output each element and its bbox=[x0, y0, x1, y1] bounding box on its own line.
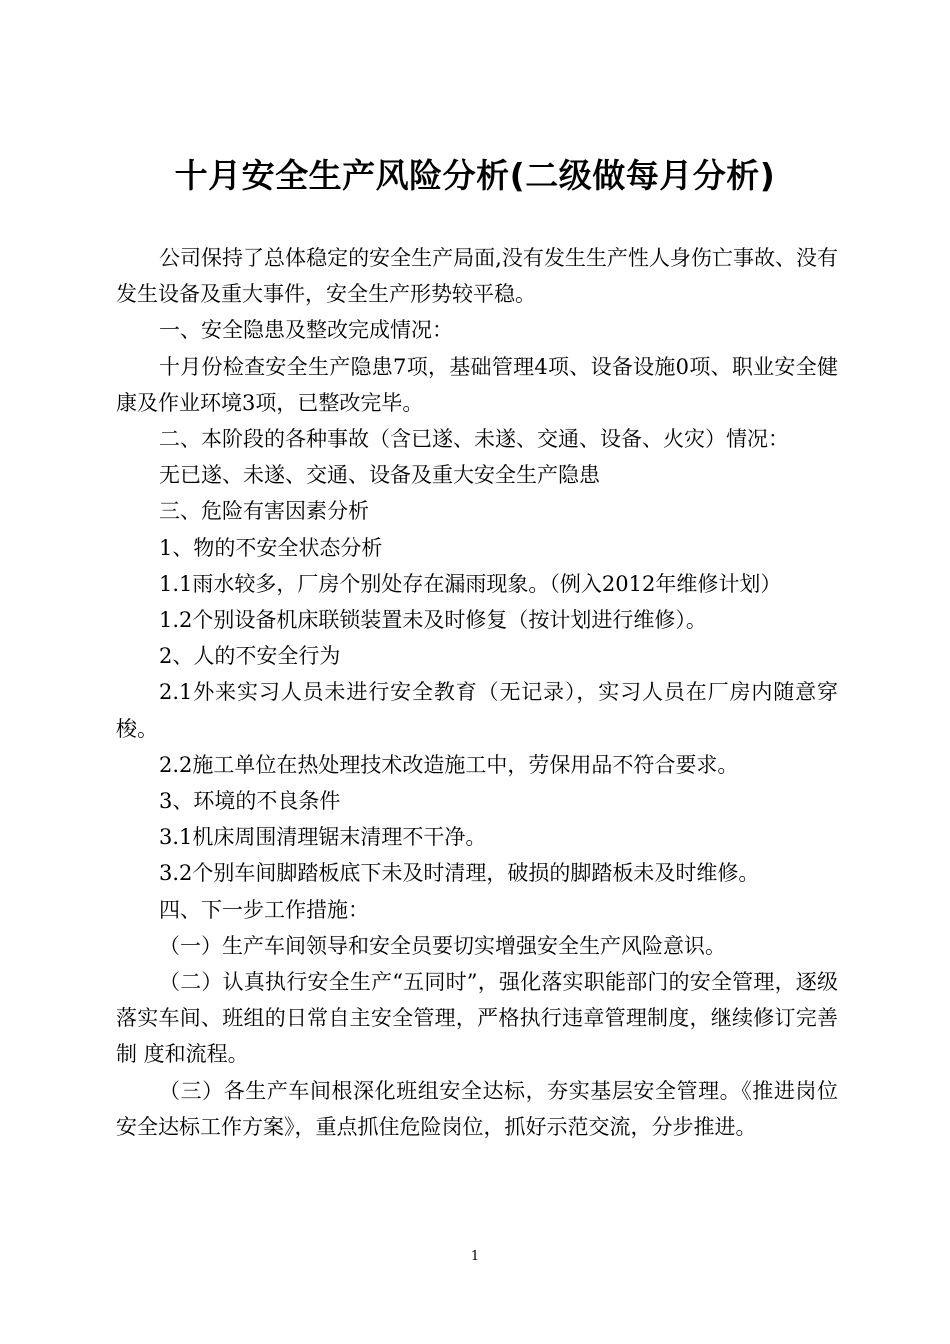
paragraph-intro: 公司保持了总体稳定的安全生产局面,没有发生生产性人身伤亡事故、没有发生设备及重大事件，安全生产形势较平稳。 bbox=[116, 246, 838, 307]
item-3-1: 3.1机床周围清理锯末清理不干净。 bbox=[159, 825, 487, 850]
item-2-2: 2.2施工单位在热处理技术改造施工中，劳保用品不符合要求。 bbox=[159, 752, 739, 777]
measure-3: （三）各生产车间根深化班组安全达标，夯实基层安全管理。《推进岗位安全达标工作方案》，重点抓住危险岗位，抓好示范交流，分步推进。 bbox=[116, 1078, 838, 1139]
item-2-1: 2.1外来实习人员未进行安全教育（无记录），实习人员在厂房内随意穿梭。 bbox=[116, 680, 838, 741]
item-1-1: 1.1雨水较多，厂房个别处存在漏雨现象。（例入2012年维修计划） bbox=[159, 571, 782, 596]
document-body bbox=[116, 240, 838, 1145]
subheading-2: 2、人的不安全行为 bbox=[159, 644, 341, 669]
item-1-2: 1.2个别设备机床联锁装置未及时修复（按计划进行维修）。 bbox=[159, 608, 707, 633]
subheading-1: 1、物的不安全状态分析 bbox=[159, 535, 383, 560]
item-3-2: 3.2个别车间脚踏板底下未及时清理，破损的脚踏板未及时维修。 bbox=[159, 861, 760, 886]
measure-2: （二）认真执行安全生产“五同时”，强化落实职能部门的安全管理，逐级落实车间、班组的日常自主安全管理，严格执行违章管理制度，继续修订完善制 度和流程。 bbox=[116, 970, 838, 1067]
document-title: 十月安全生产风险分析(二级做每月分析) bbox=[174, 156, 776, 195]
paragraph-no-accidents: 无已遂、未遂、交通、设备及重大安全生产隐患 bbox=[159, 463, 600, 488]
paragraph-hazard-count: 十月份检查安全生产隐患7项，基础管理4项、设备设施0项、职业安全健康及作业环境3项，已整改完毕。 bbox=[116, 354, 838, 415]
heading-section-3: 三、危险有害因素分析 bbox=[159, 499, 369, 524]
subheading-3: 3、环境的不良条件 bbox=[159, 789, 341, 814]
heading-section-1: 一、安全隐患及整改完成情况： bbox=[159, 318, 453, 343]
heading-section-4: 四、下一步工作措施： bbox=[159, 897, 369, 922]
heading-section-2: 二、本阶段的各种事故（含已遂、未遂、交通、设备、火灾）情况： bbox=[159, 427, 789, 452]
page-number: 1 bbox=[470, 1249, 480, 1264]
measure-1: （一）生产车间领导和安全员要切实增强安全生产风险意识。 bbox=[159, 933, 726, 958]
